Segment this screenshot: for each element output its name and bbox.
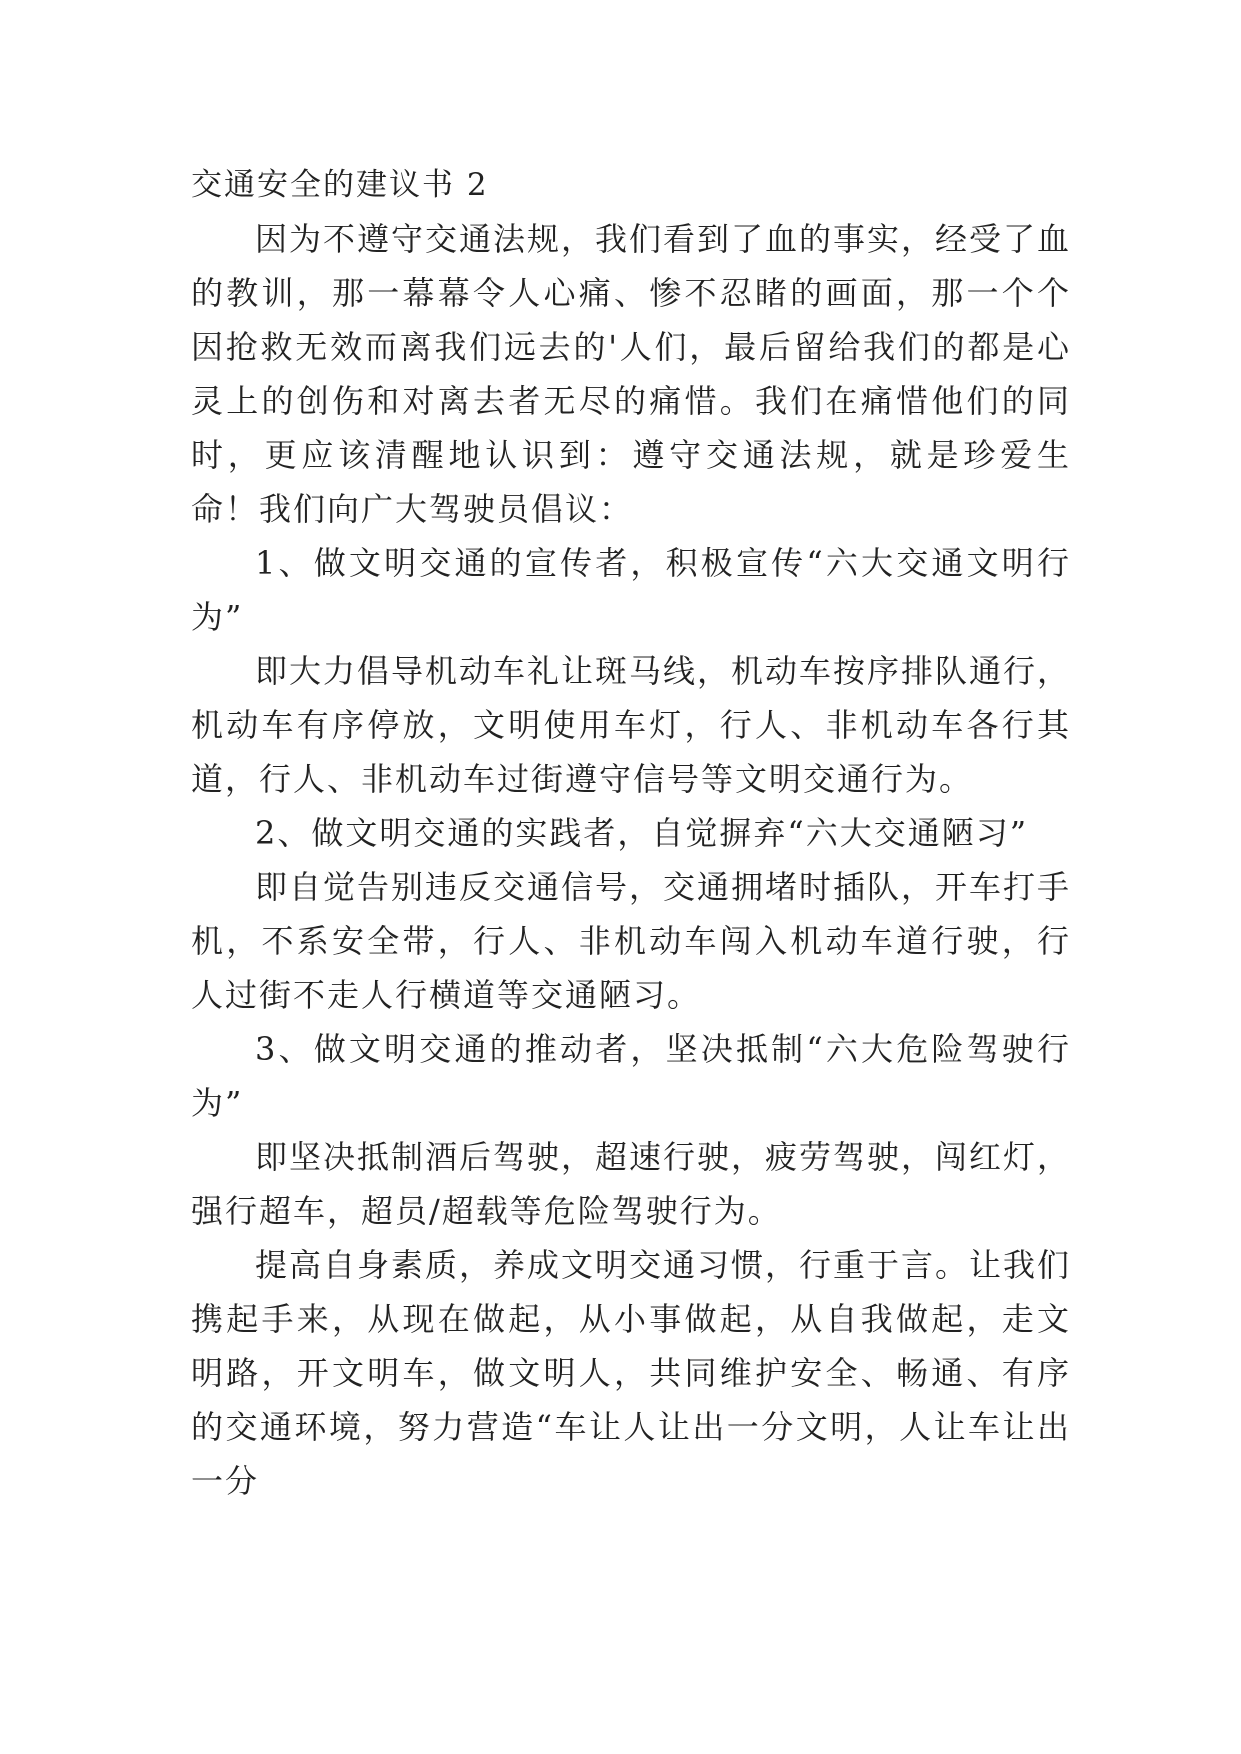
paragraph-point-2-heading: 2、做文明交通的实践者，自觉摒弃“六大交通陋习” — [255, 814, 1029, 852]
document-title: 交通安全的建议书 2 — [191, 167, 489, 203]
paragraph-intro: 因为不遵守交通法规，我们看到了血的事实，经受了血的教训，那一幕幕令人心痛、惨不忍睹的画面，那一个个因抢救无效而离我们远去的'人们，最后留给我们的都是心灵上的创伤和对离去者无尽的痛惜。我们在痛惜他们的同时，更应该清醒地认识到：遵守交通法规，就是珍爱生命！我们向广大驾驶员倡议： — [191, 220, 1072, 528]
paragraph-closing: 提高自身素质，养成文明交通习惯，行重于言。让我们携起手来，从现在做起，从小事做起，从自我做起，走文明路，开文明车，做文明人，共同维护安全、畅通、有序的交通环境，努力营造“车让人让出一分文明，人让车让出一分 — [191, 1246, 1072, 1500]
paragraph-point-1-heading: 1、做文明交通的宣传者，积极宣传“六大交通文明行为” — [191, 544, 1071, 636]
paragraph-point-3-body: 即坚决抵制酒后驾驶，超速行驶，疲劳驾驶，闯红灯，强行超车，超员/超载等危险驾驶行为。 — [191, 1138, 1072, 1230]
paragraph-point-1-body: 即大力倡导机动车礼让斑马线，机动车按序排队通行，机动车有序停放，文明使用车灯，行人、非机动车各行其道，行人、非机动车过街遵守信号等文明交通行为。 — [191, 652, 1072, 798]
document-page — [191, 158, 1071, 1508]
paragraph-point-3-heading: 3、做文明交通的推动者，坚决抵制“六大危险驾驶行为” — [191, 1030, 1071, 1122]
paragraph-point-2-body: 即自觉告别违反交通信号，交通拥堵时插队，开车打手机，不系安全带，行人、非机动车闯入机动车道行驶，行人过街不走人行横道等交通陋习。 — [191, 868, 1072, 1014]
